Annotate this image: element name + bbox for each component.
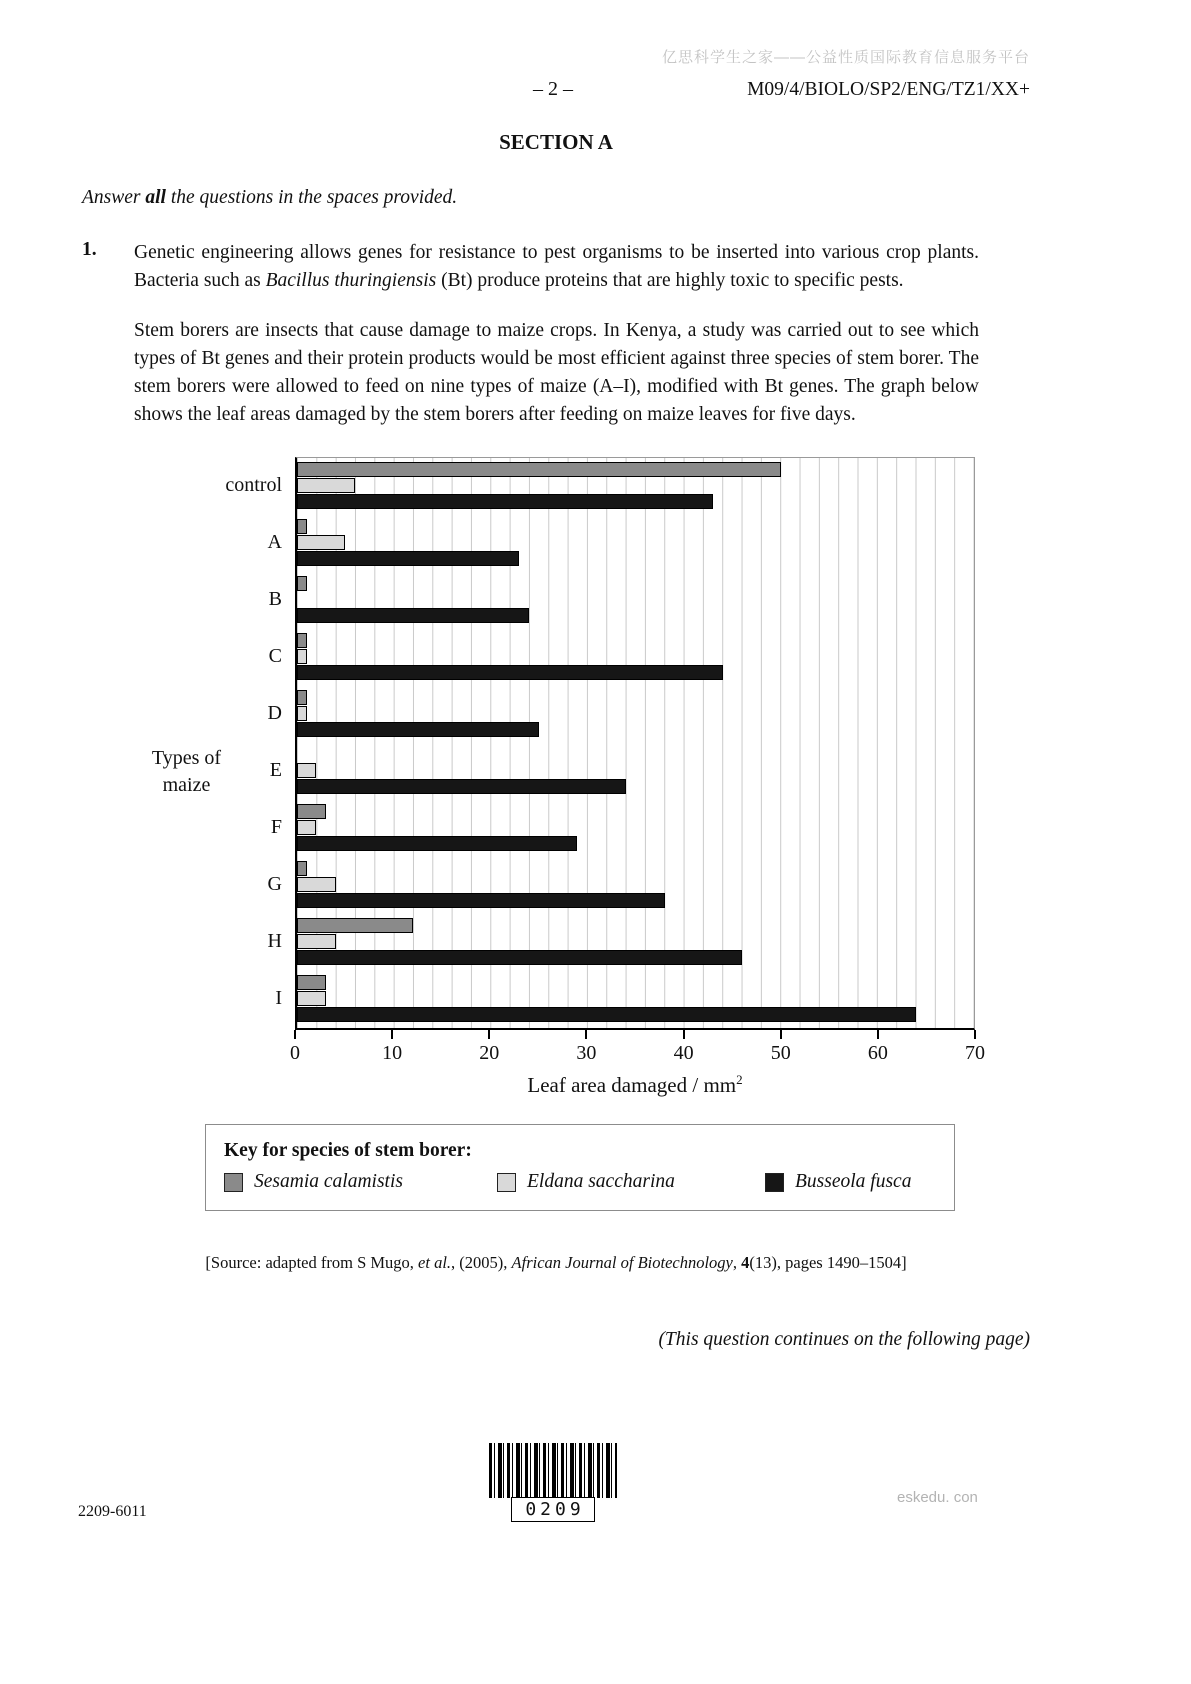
instruction-post: the questions in the spaces provided. — [165, 187, 458, 208]
bar-busseola — [297, 722, 539, 737]
x-axis-title-text: Leaf area damaged / mm — [527, 1073, 737, 1098]
bar-busseola — [297, 1007, 916, 1022]
legend-entry — [224, 1171, 497, 1193]
y-category-label-H: H — [267, 930, 282, 953]
bar-busseola — [297, 665, 723, 680]
question-1 — [82, 239, 1030, 429]
y-axis-title-line2: maize — [162, 774, 211, 797]
y-axis-labels — [82, 457, 295, 1030]
x-tick-mark-0 — [294, 1030, 296, 1039]
x-tick-label-60: 60 — [867, 1042, 888, 1065]
x-tick-mark-70 — [974, 1030, 976, 1039]
source-text3: , — [732, 1253, 742, 1273]
y-category-label-B: B — [268, 588, 282, 611]
paper-code: M09/4/BIOLO/SP2/ENG/TZ1/XX+ — [747, 79, 1030, 100]
barcode-block — [489, 1443, 617, 1522]
source-etal: et al. — [418, 1253, 452, 1273]
bar-eldana — [297, 820, 316, 835]
bar-sesamia — [297, 861, 307, 876]
source-citation — [82, 1253, 1030, 1273]
chart-row-F — [297, 800, 974, 857]
y-category-label-I: I — [275, 987, 282, 1010]
bar-busseola — [297, 779, 626, 794]
chart-row-D — [297, 686, 974, 743]
bar-sesamia — [297, 918, 413, 933]
chart-row-control — [297, 458, 974, 515]
bar-eldana — [297, 877, 336, 892]
site-watermark: eskedu. con — [897, 1489, 978, 1506]
bar-sesamia — [297, 804, 326, 819]
x-tick-label-30: 30 — [576, 1042, 597, 1065]
legend-entries — [224, 1171, 936, 1193]
instruction-line — [82, 187, 1030, 209]
y-axis-title — [134, 745, 239, 799]
source-journal: African Journal of Biotechnology — [511, 1253, 733, 1273]
y-category-label-E: E — [269, 759, 282, 782]
bar-sesamia — [297, 519, 307, 534]
source-text: [Source: adapted from S Mugo, — [205, 1253, 419, 1273]
x-tick-label-70: 70 — [965, 1042, 985, 1065]
x-axis-ticks — [290, 1030, 985, 1072]
y-category-label-F: F — [270, 816, 282, 839]
legend-entry — [765, 1171, 911, 1193]
legend-swatch-icon — [224, 1173, 243, 1192]
source-text2: , (2005), — [451, 1253, 512, 1273]
barcode-icon — [489, 1443, 617, 1498]
bar-sesamia — [297, 462, 781, 477]
continues-note: (This question continues on the following page) — [658, 1329, 1030, 1351]
bar-busseola — [297, 836, 577, 851]
x-tick-mark-30 — [585, 1030, 587, 1039]
bar-busseola — [297, 608, 529, 623]
legend-label: Eldana saccharina — [527, 1171, 675, 1193]
page-content — [82, 0, 1030, 1351]
bar-sesamia — [297, 690, 307, 705]
section-title: SECTION A — [499, 130, 613, 154]
legend-swatch-icon — [765, 1173, 784, 1192]
bar-eldana — [297, 991, 326, 1006]
source-volume: 4 — [741, 1253, 750, 1273]
bar-busseola — [297, 551, 519, 566]
question-paragraph-1 — [134, 239, 979, 295]
bar-chart — [82, 457, 1030, 1098]
instruction-bold: all — [145, 187, 166, 208]
instruction-pre: Answer — [82, 187, 146, 208]
x-tick-mark-40 — [683, 1030, 685, 1039]
bar-sesamia — [297, 576, 307, 591]
chart-row-H — [297, 914, 974, 971]
bar-sesamia — [297, 975, 326, 990]
legend-label: Sesamia calamistis — [254, 1171, 403, 1193]
legend-label: Busseola fusca — [795, 1171, 912, 1193]
bar-eldana — [297, 535, 345, 550]
watermark-cjk: 亿思科学生之家——公益性质国际教育信息服务平台 — [661, 49, 1030, 66]
y-category-label-A: A — [267, 531, 282, 554]
x-axis-title — [295, 1072, 975, 1098]
x-tick-mark-60 — [877, 1030, 879, 1039]
bar-eldana — [297, 934, 336, 949]
bar-busseola — [297, 494, 713, 509]
x-tick-label-20: 20 — [479, 1042, 500, 1065]
chart-row-B — [297, 572, 974, 629]
chart-row-C — [297, 629, 974, 686]
y-category-label-D: D — [267, 702, 282, 725]
bar-eldana — [297, 478, 355, 493]
legend-box — [205, 1124, 955, 1211]
bar-eldana — [297, 706, 307, 721]
legend-entry — [497, 1171, 765, 1193]
x-tick-label-0: 0 — [290, 1042, 300, 1065]
x-tick-mark-10 — [391, 1030, 393, 1039]
y-category-label-control: control — [225, 474, 282, 497]
bar-busseola — [297, 950, 742, 965]
x-tick-mark-20 — [488, 1030, 490, 1039]
x-tick-mark-50 — [780, 1030, 782, 1039]
bar-eldana — [297, 649, 307, 664]
x-tick-label-40: 40 — [673, 1042, 694, 1065]
question-body — [134, 239, 979, 429]
bar-sesamia — [297, 633, 307, 648]
x-tick-label-50: 50 — [770, 1042, 791, 1065]
y-category-label-C: C — [268, 645, 282, 668]
chart-row-A — [297, 515, 974, 572]
legend-swatch-icon — [497, 1173, 516, 1192]
barcode-number: 0209 — [511, 1497, 595, 1522]
y-axis-title-line1: Types of — [151, 747, 222, 770]
plot-area — [295, 457, 975, 1030]
x-axis-title-sup: 2 — [736, 1072, 743, 1088]
paper-footer-code: 2209-6011 — [78, 1503, 147, 1520]
y-category-label-G: G — [267, 873, 282, 896]
chart-row-E — [297, 743, 974, 800]
page-number: – 2 – — [533, 78, 573, 100]
x-tick-label-10: 10 — [382, 1042, 403, 1065]
chart-row-I — [297, 971, 974, 1028]
chart-row-G — [297, 857, 974, 914]
question-paragraph-2: Stem borers are insects that cause damage to maize crops. In Kenya, a study was carried out to see which types of Bt genes and their protein products would be most efficient against three species of stem borer. The stem borers were allowed to feed on nine types of maize (A–I), modified with Bt genes. The graph below shows the leaf areas damaged by the stem borers after feeding on maize leaves for five days. — [134, 320, 979, 426]
legend-title: Key for species of stem borer: — [224, 1140, 472, 1162]
p1-text-end: (Bt) produce proteins that are highly toxic to specific pests. — [436, 270, 904, 292]
bar-eldana — [297, 763, 316, 778]
p1-text: Genetic engineering allows genes for resistance to pest organisms to be inserted into various crop plants. Bacteria such as — [134, 242, 979, 292]
question-number: 1. — [82, 239, 97, 260]
source-pages: (13), pages 1490–1504] — [749, 1253, 907, 1273]
bar-busseola — [297, 893, 665, 908]
chart-grid — [82, 457, 1030, 1030]
p1-species-name: Bacillus thuringiensis — [265, 270, 437, 292]
